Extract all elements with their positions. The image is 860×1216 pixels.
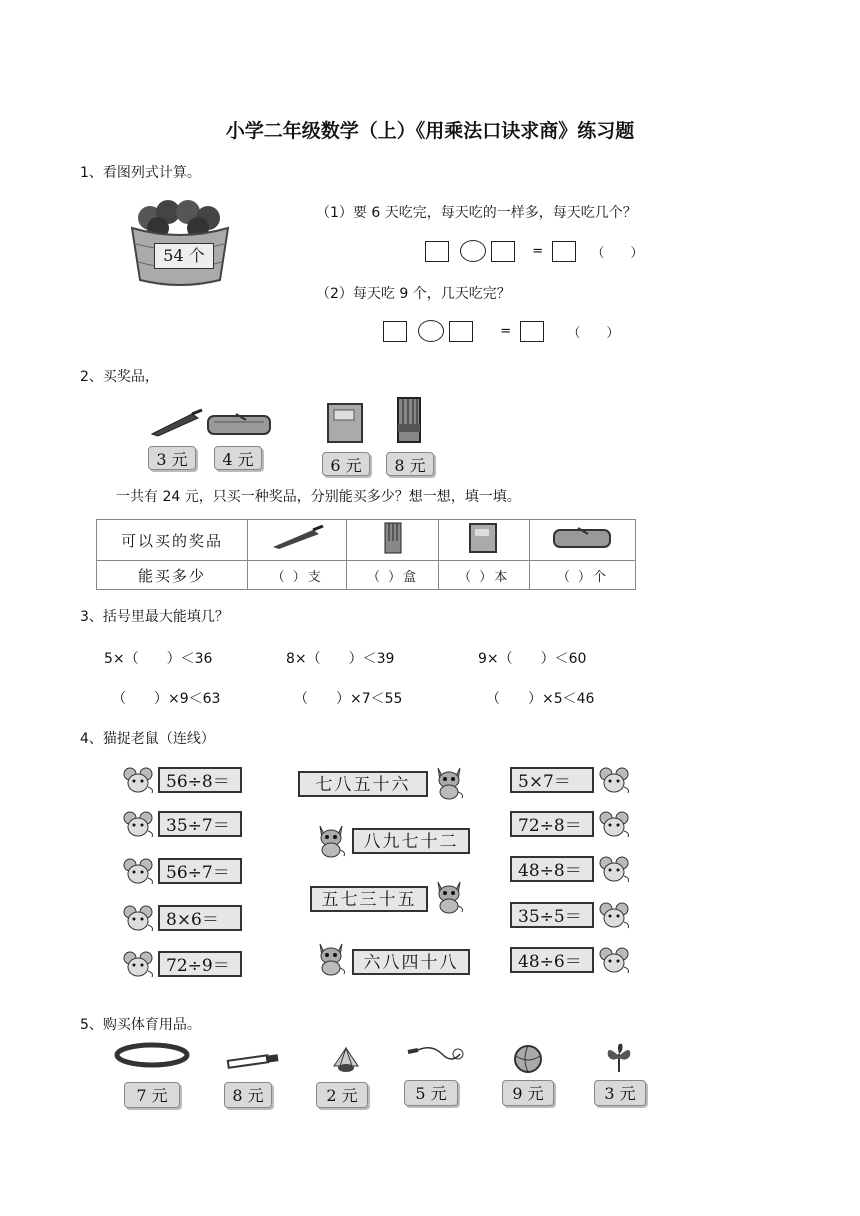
q3-heading: 3、括号里最大能填几？ (80, 609, 229, 625)
operator-circle[interactable] (460, 240, 486, 262)
q1-equation-1 (425, 240, 643, 262)
answer-pencil-case[interactable]: （ ）个 (529, 561, 635, 590)
price-tag-pencil-case: 4 元 (214, 446, 262, 470)
q5-heading: 5、购买体育用品。 (80, 1017, 201, 1033)
table-cell-pen (248, 520, 347, 561)
price-tag-notebook: 6 元 (322, 452, 370, 476)
price-tag-skipping-rope: 5 元 (404, 1080, 458, 1106)
price-tag-pen: 3 元 (148, 446, 196, 470)
mouse-icon (122, 809, 156, 839)
q2-instruction: 一共有 24 元，只买一种奖品，分别能买多少？想一想，填一填。 (116, 489, 521, 505)
unit-paren[interactable]: （ ） (567, 325, 620, 341)
page-title: 小学二年级数学（上）《用乘法口诀求商》练习题 (225, 120, 635, 142)
q4-heading: 4、猫捉老鼠（连线） (80, 731, 215, 747)
mouse-icon (122, 765, 156, 795)
mouse-icon (122, 949, 156, 979)
left-expression[interactable]: 35÷7＝ (158, 811, 242, 837)
multiplication-phrase[interactable]: 六八四十八 (352, 949, 470, 975)
shuttlecock-icon (328, 1044, 364, 1074)
q3-item[interactable]: （ ）×9＜63 (112, 691, 221, 707)
unit-paren[interactable]: （ ） (591, 245, 644, 261)
crayon-box-icon (382, 521, 404, 555)
table-cell-notebook (438, 520, 529, 561)
mouse-icon (122, 856, 156, 886)
right-expression[interactable]: 35÷5＝ (510, 902, 594, 928)
mouse-icon (122, 903, 156, 933)
right-expression[interactable]: 5×7＝ (510, 767, 594, 793)
table-cell-crayon-box (347, 520, 438, 561)
q3-item[interactable]: 8×（ ）＜39 (286, 651, 395, 667)
q3-item[interactable]: 9×（ ）＜60 (478, 651, 587, 667)
multiplication-phrase[interactable]: 七八五十六 (298, 771, 428, 797)
mouse-icon (598, 854, 632, 884)
price-tag-ball: 9 元 (502, 1080, 554, 1106)
q1-sub2: （2）每天吃 9 个，几天吃完？ (316, 286, 511, 302)
cat-icon (314, 940, 348, 976)
equals-sign: = (500, 323, 512, 339)
pen-icon (269, 525, 325, 551)
right-expression[interactable]: 48÷8＝ (510, 856, 594, 882)
price-tag-crayon-box: 8 元 (386, 452, 434, 476)
multiplication-phrase[interactable]: 五七三十五 (310, 886, 428, 912)
notebook-icon (324, 400, 368, 446)
plant-icon (602, 1040, 636, 1074)
hula-hoop-icon (114, 1042, 190, 1068)
skipping-rope-icon (402, 1042, 466, 1068)
mouse-icon (598, 809, 632, 839)
answer-box[interactable] (449, 321, 473, 342)
mouse-icon (598, 765, 632, 795)
q2-heading: 2、买奖品， (80, 369, 159, 385)
price-tag-jump-rope-handle: 8 元 (224, 1082, 272, 1108)
cat-icon (432, 878, 466, 914)
notebook-icon (467, 522, 501, 554)
answer-box[interactable] (425, 241, 449, 262)
q3-item[interactable]: （ ）×5＜46 (486, 691, 595, 707)
jump-rope-handle-icon (226, 1050, 282, 1072)
answer-notebook[interactable]: （ ）本 (438, 561, 529, 590)
left-expression[interactable]: 56÷7＝ (158, 858, 242, 884)
multiplication-phrase[interactable]: 八九七十二 (352, 828, 470, 854)
cat-icon (314, 822, 348, 858)
left-expression[interactable]: 72÷9＝ (158, 951, 242, 977)
q1-heading: 1、看图列式计算。 (80, 165, 201, 181)
mouse-icon (598, 900, 632, 930)
answer-box[interactable] (383, 321, 407, 342)
crayon-box-icon (394, 394, 424, 446)
ball-icon (512, 1044, 544, 1074)
left-expression[interactable]: 8×6＝ (158, 905, 242, 931)
mouse-icon (598, 945, 632, 975)
pencil-case-icon (206, 410, 272, 438)
basket-label: 54 个 (154, 243, 214, 269)
table-header-prize: 可以买的奖品 (97, 520, 248, 561)
price-tag-plant: 3 元 (594, 1080, 646, 1106)
q1-sub1: （1）要 6 天吃完，每天吃的一样多，每天吃几个？ (316, 205, 637, 221)
pen-icon (148, 408, 204, 438)
pencil-case-icon (552, 525, 612, 551)
answer-crayon-box[interactable]: （ ）盒 (347, 561, 438, 590)
answer-box[interactable] (491, 241, 515, 262)
equals-sign: = (532, 243, 544, 259)
cat-icon (432, 764, 466, 800)
operator-circle[interactable] (418, 320, 444, 342)
answer-box[interactable] (520, 321, 544, 342)
answer-pen[interactable]: （ ）支 (248, 561, 347, 590)
q3-item[interactable]: （ ）×7＜55 (294, 691, 403, 707)
prize-table (96, 519, 636, 590)
right-expression[interactable]: 48÷6＝ (510, 947, 594, 973)
table-cell-pencil-case (529, 520, 635, 561)
price-tag-hula-hoop: 7 元 (124, 1082, 180, 1108)
right-expression[interactable]: 72÷8＝ (510, 811, 594, 837)
left-expression[interactable]: 56÷8＝ (158, 767, 242, 793)
q3-item[interactable]: 5×（ ）＜36 (104, 651, 213, 667)
price-tag-shuttlecock: 2 元 (316, 1082, 368, 1108)
q1-equation-2 (383, 320, 619, 342)
answer-box[interactable] (552, 241, 576, 262)
table-header-quantity: 能买多少 (97, 561, 248, 590)
